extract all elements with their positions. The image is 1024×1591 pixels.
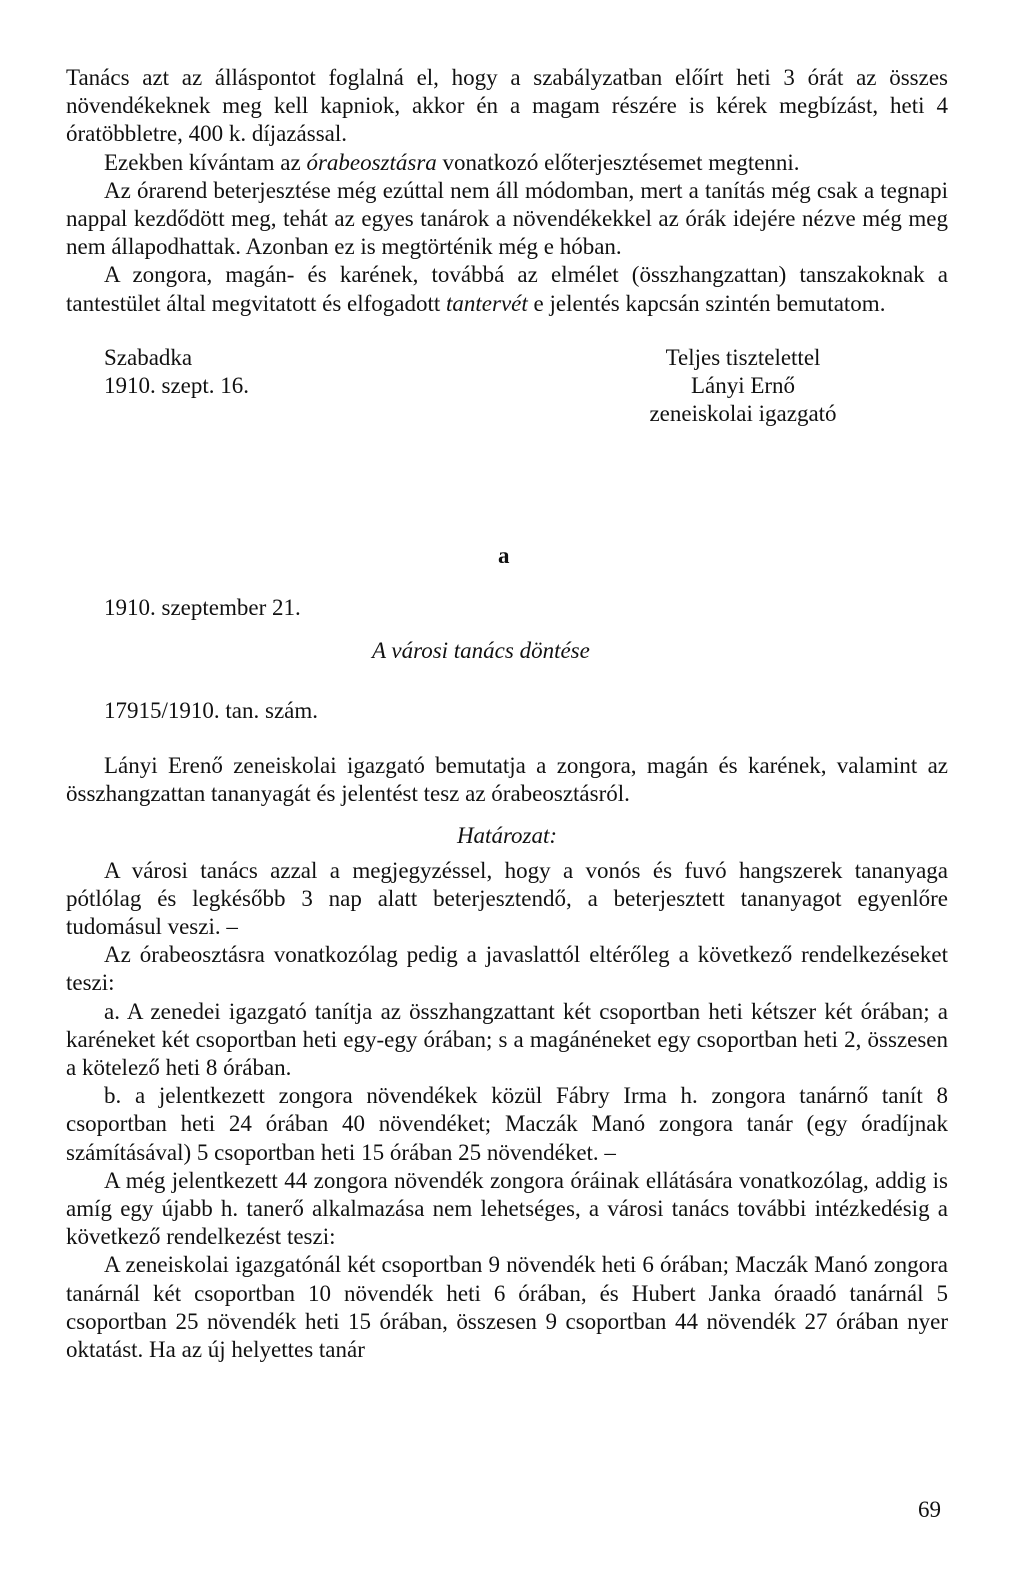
letter-paragraph-3: Az órarend beterjesztése még ezúttal nem áll módomban, mert a tanítás még csak a tegnapi nappal kezdődött meg, tehát az egyes tanárok a növendékekkel az órák idejére nézve még meg nem állapodhattak. Azonban ez is megtörténik még e hóban. bbox=[66, 177, 948, 260]
decision-paragraph: b. a jelentkezett zongora növendékek közül Fábry Irma h. zongora tanárnő tanít 8 csoportban heti 24 órában 40 növendéket; Maczák Manó zongora tanár (egy óradíjnak számításával) 5 csoportban heti 15 órában 25 növendéket. – bbox=[66, 1083, 948, 1165]
signature-name: Lányi Ernő bbox=[690, 373, 796, 399]
signature-place: Szabadka bbox=[104, 344, 193, 370]
document-page bbox=[66, 64, 948, 434]
decision-intro: Lányi Erenő zeneiskolai igazgató bemutatja a zongora, magán és karének, valamint az összhangzattan tananyagát és jelentést tesz az órabeosztásról. bbox=[66, 753, 948, 807]
letter-paragraph-1: Tanács azt az álláspontot foglalná el, hogy a szabályzatban előírt heti 3 órát az összes növendékeknek meg kell kapniok, akkor én a magam részére is kérek megbízást, heti 4 óratöbbletre, 400 k. díjazással. bbox=[66, 65, 948, 147]
decision-paragraph: A zeneiskolai igazgatónál két csoportban 9 növendék heti 6 órában; Maczák Manó zongora tanárnál két csoportban 10 növendék heti 6 órában, és Hubert Janka óraadó tanárnál 5 csoportban 25 növendék heti 15 órában, összesen 9 csoportban 44 növendék 27 órában nyer oktatást. Ha az új helyettes tanár bbox=[66, 1252, 948, 1363]
section-letter: a bbox=[498, 543, 510, 568]
page-number: 69 bbox=[918, 1497, 941, 1522]
para4-text-before: A zongora, magán- és karének, továbbá az elmélet (összhangzattan) tanszakoknak a tantestület által megvitatott és elfogadott bbox=[66, 262, 948, 316]
section-date: 1910. szeptember 21. bbox=[104, 595, 301, 620]
decision-heading: Határozat: bbox=[456, 823, 558, 849]
para2-text-after: vonatkozó előterjesztésemet megtenni. bbox=[436, 149, 800, 175]
decision-body bbox=[66, 752, 948, 1364]
signature-sender bbox=[608, 344, 878, 429]
signature-closing: Teljes tisztelettel bbox=[665, 344, 821, 370]
signature-date: 1910. szept. 16. bbox=[104, 373, 250, 399]
letter-paragraph-2 bbox=[66, 149, 948, 177]
signature-block bbox=[66, 344, 948, 434]
para4-text-after: e jelentés kapcsán szintén bemutatom. bbox=[527, 290, 886, 316]
letter-paragraph-4 bbox=[66, 261, 948, 317]
para2-text-before: Ezekben kívántam az bbox=[104, 149, 307, 175]
signature-place-date bbox=[104, 344, 249, 400]
signature-title: zeneiskolai igazgató bbox=[649, 401, 837, 427]
section-title: A városi tanács döntése bbox=[372, 638, 590, 663]
para2-italic-term: órabeosztásra bbox=[306, 149, 437, 175]
decision-paragraph: A még jelentkezett 44 zongora növendék zongora óráinak ellátására vonatkozólag, addig is amíg egy újabb h. tanerő alkalmazása nem lehetséges, a városi tanács további intézkedésig a következő rendelkezést teszi: bbox=[66, 1167, 948, 1250]
decision-paragraph: A városi tanács azzal a megjegyzéssel, hogy a vonós és fuvó hangszerek tananyaga pótlólag és legkésőbb 3 nap alatt beterjesztendő, a beterjesztett tananyagot egyenlőre tudomásul veszi. – bbox=[66, 857, 948, 940]
para4-italic-term: tantervét bbox=[446, 290, 528, 316]
reference-number: 17915/1910. tan. szám. bbox=[104, 698, 318, 723]
decision-paragraph: a. A zenedei igazgató tanítja az összhangzattant két csoportban heti kétszer két órában; a karéneket két csoportban heti egy-egy órában; s a magánéneket egy csoportban heti 2, összesen a kötelező heti 8 órában. bbox=[66, 998, 948, 1081]
decision-paragraph: Az órabeosztásra vonatkozólag pedig a javaslattól eltérőleg a következő rendelkezéseket teszi: bbox=[66, 942, 948, 996]
